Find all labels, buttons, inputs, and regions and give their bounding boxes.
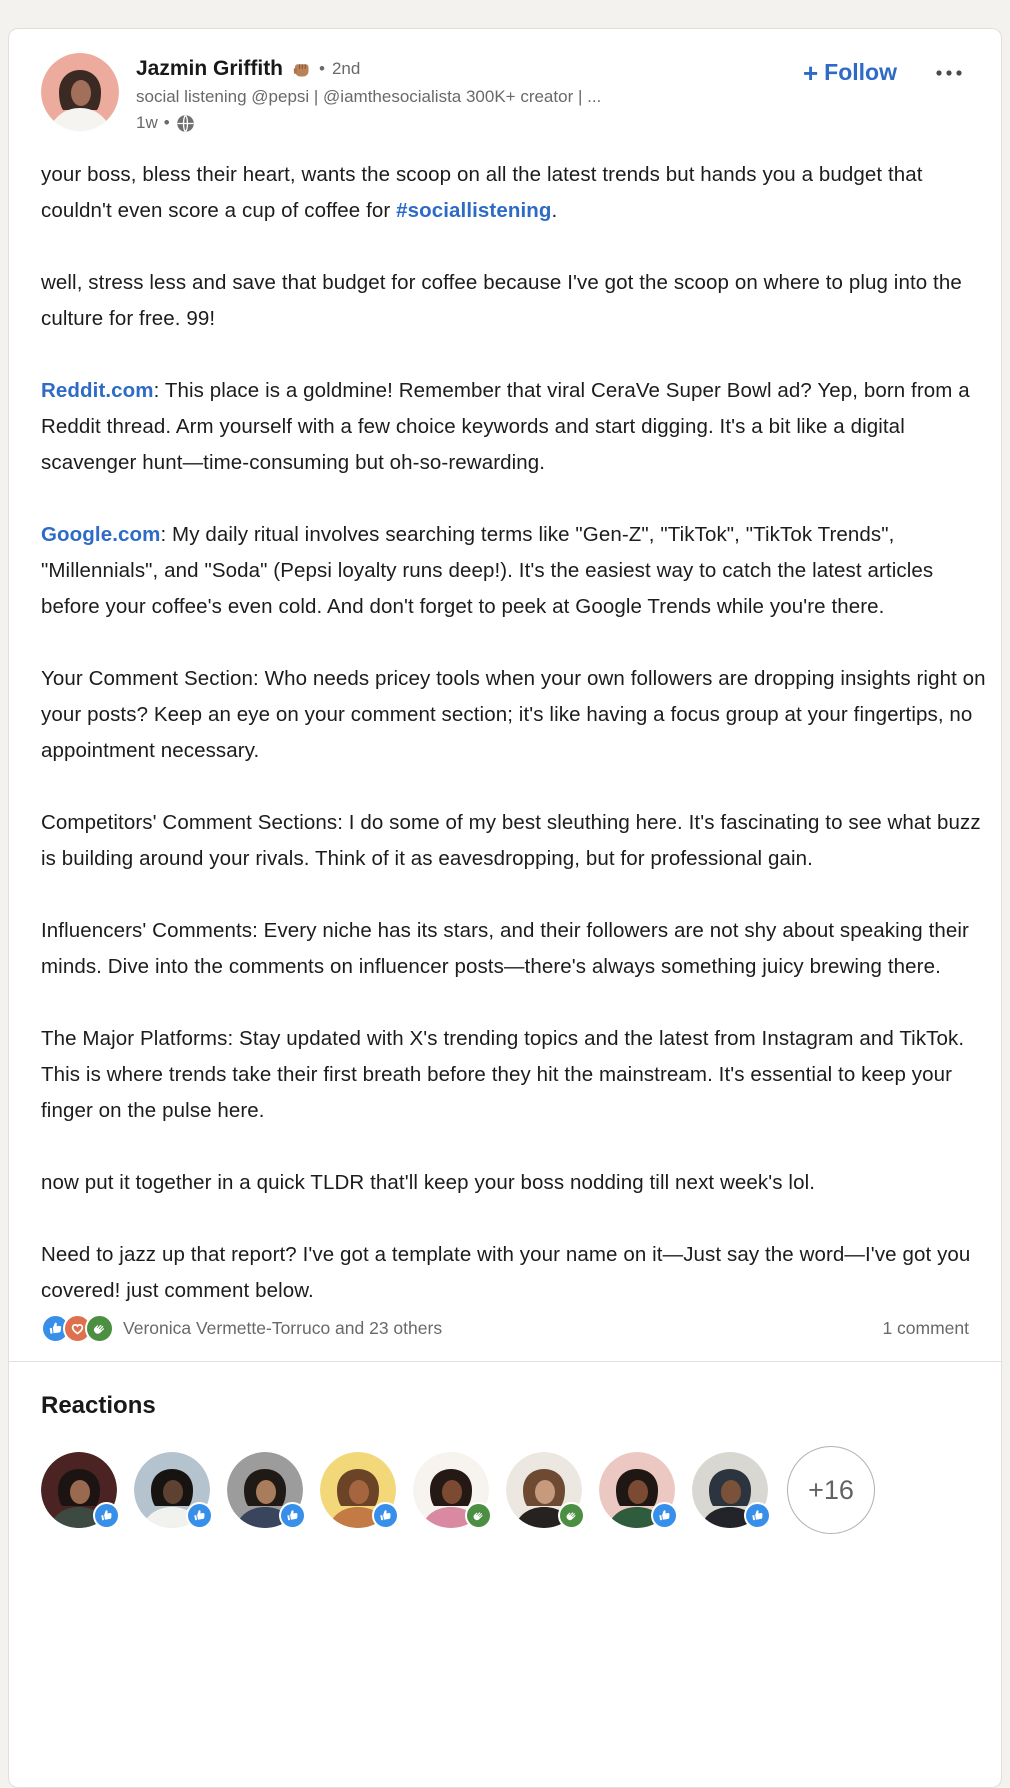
like-badge-icon: [372, 1502, 399, 1529]
post-paragraph: [41, 157, 987, 229]
hashtag-sociallistening-link[interactable]: #sociallistening: [396, 199, 552, 222]
like-badge-icon: [93, 1502, 120, 1529]
reaction-avatar-woman-black-top-plants[interactable]: [506, 1452, 582, 1528]
reaction-avatar-man-gray-suit[interactable]: [227, 1452, 303, 1528]
reaction-avatar-woman-yellow-bg[interactable]: [320, 1452, 396, 1528]
celebrate-reaction-icon: [85, 1314, 114, 1343]
reaction-avatar-person-white-shirt-street[interactable]: [134, 1452, 210, 1528]
post-text: The Major Platforms: Stay updated with X's trending topics and the latest from Instagram and TikTok. This is where trends take their first breath before they hit the mainstream. It's essential to keep your finger on the pulse here.: [41, 1027, 965, 1122]
reactions-summary[interactable]: [41, 1314, 442, 1343]
google-link[interactable]: Google.com: [41, 523, 161, 546]
overflow-menu-button[interactable]: [931, 64, 969, 82]
post-header: [41, 53, 969, 133]
author-headline: social listening @pepsi | @iamthesocialista 300K+ creator | ...: [136, 87, 602, 106]
author-avatar-image: [41, 53, 119, 131]
post-text: Influencers' Comments: Every niche has its stars, and their followers are not shy about speaking their minds. Dive into the comments on influencer posts—there's always something juicy brewing there.: [41, 919, 969, 978]
celebrate-badge-icon: [558, 1502, 585, 1529]
reactions-section: [41, 1362, 969, 1534]
post-paragraph: [41, 661, 987, 769]
post-text: .: [551, 199, 558, 222]
reactions-title: Reactions: [41, 1392, 156, 1419]
celebrate-badge-icon: [465, 1502, 492, 1529]
reactors-text: Veronica Vermette-Torruco and 23 others: [123, 1317, 443, 1338]
post-body: [41, 157, 987, 1309]
post-text: : This place is a goldmine! Remember that viral CeraVe Super Bowl ad? Yep, born from a Reddit thread. Arm yourself with a few choice keywords and start digging. It's a bit like a digital scavenger hunt—time-consuming but oh-so-rewarding.: [41, 379, 970, 474]
post-paragraph: [41, 517, 987, 625]
follow-button[interactable]: [803, 59, 897, 86]
post-text: : My daily ritual involves searching terms like "Gen-Z", "TikTok", "TikTok Trends", "Millennials", and "Soda" (Pepsi loyalty runs deep!). It's the easiest way to catch the latest articles before your coffee's even cold. And don't forget to peek at Google Trends while you're there.: [41, 523, 934, 618]
post-paragraph: [41, 265, 987, 337]
reactors-avatar-row: [41, 1446, 969, 1534]
post-paragraph: [41, 1165, 987, 1201]
post-card: [8, 28, 1002, 1788]
like-badge-icon: [651, 1502, 678, 1529]
social-proof-bar: [41, 1305, 969, 1351]
post-paragraph: [41, 913, 987, 985]
time-separator: •: [163, 113, 170, 132]
reaction-avatar-woman-green-top-pink-bg[interactable]: [599, 1452, 675, 1528]
like-badge-icon: [744, 1502, 771, 1529]
author-name[interactable]: Jazmin Griffith: [136, 57, 284, 80]
post-age: 1w: [136, 113, 158, 132]
degree-separator: •: [319, 59, 325, 78]
post-text: Competitors' Comment Sections: I do some of my best sleuthing here. It's fascinating to see what buzz is building around your rivals. Think of it as eavesdropping, but for professional gain.: [41, 811, 981, 870]
reaction-avatar-woman-dark-hair-red-bg[interactable]: [41, 1452, 117, 1528]
like-badge-icon: [186, 1502, 213, 1529]
post-paragraph: [41, 1021, 987, 1129]
post-text: your boss, bless their heart, wants the scoop on all the latest trends but hands you a budget that couldn't even score a cup of coffee for: [41, 163, 923, 222]
post-paragraph: [41, 805, 987, 877]
post-text: well, stress less and save that budget for coffee because I've got the scoop on where to plug into the culture for free. 99!: [41, 271, 962, 330]
reddit-link[interactable]: Reddit.com: [41, 379, 154, 402]
like-badge-icon: [279, 1502, 306, 1529]
connection-degree: 2nd: [331, 59, 361, 78]
post-text: Need to jazz up that report? I've got a template with your name on it—Just say the word—I've got you covered! just comment below.: [41, 1243, 971, 1302]
reaction-avatar-woman-long-dark-hair[interactable]: [413, 1452, 489, 1528]
ellipsis-icon: [935, 68, 965, 78]
raised-fist-emoji: [290, 58, 312, 80]
reaction-avatar-man-cap-black-polo[interactable]: [692, 1452, 768, 1528]
post-text: Your Comment Section: Who needs pricey tools when your own followers are dropping insights right on your posts? Keep an eye on your comment section; it's like having a focus group at your fingertips, no appointment necessary.: [41, 667, 986, 762]
post-paragraph: [41, 373, 987, 481]
post-paragraph: [41, 1237, 987, 1309]
follow-label: Follow: [824, 59, 897, 85]
post-text: now put it together in a quick TLDR that'll keep your boss nodding till next week's lol.: [41, 1171, 816, 1194]
comment-count[interactable]: 1 comment: [882, 1317, 969, 1338]
plus-icon: +: [802, 57, 819, 88]
more-reactions-button[interactable]: +16: [787, 1446, 875, 1534]
globe-icon: [176, 114, 195, 133]
author-avatar[interactable]: [41, 53, 119, 131]
author-info: [136, 53, 601, 133]
